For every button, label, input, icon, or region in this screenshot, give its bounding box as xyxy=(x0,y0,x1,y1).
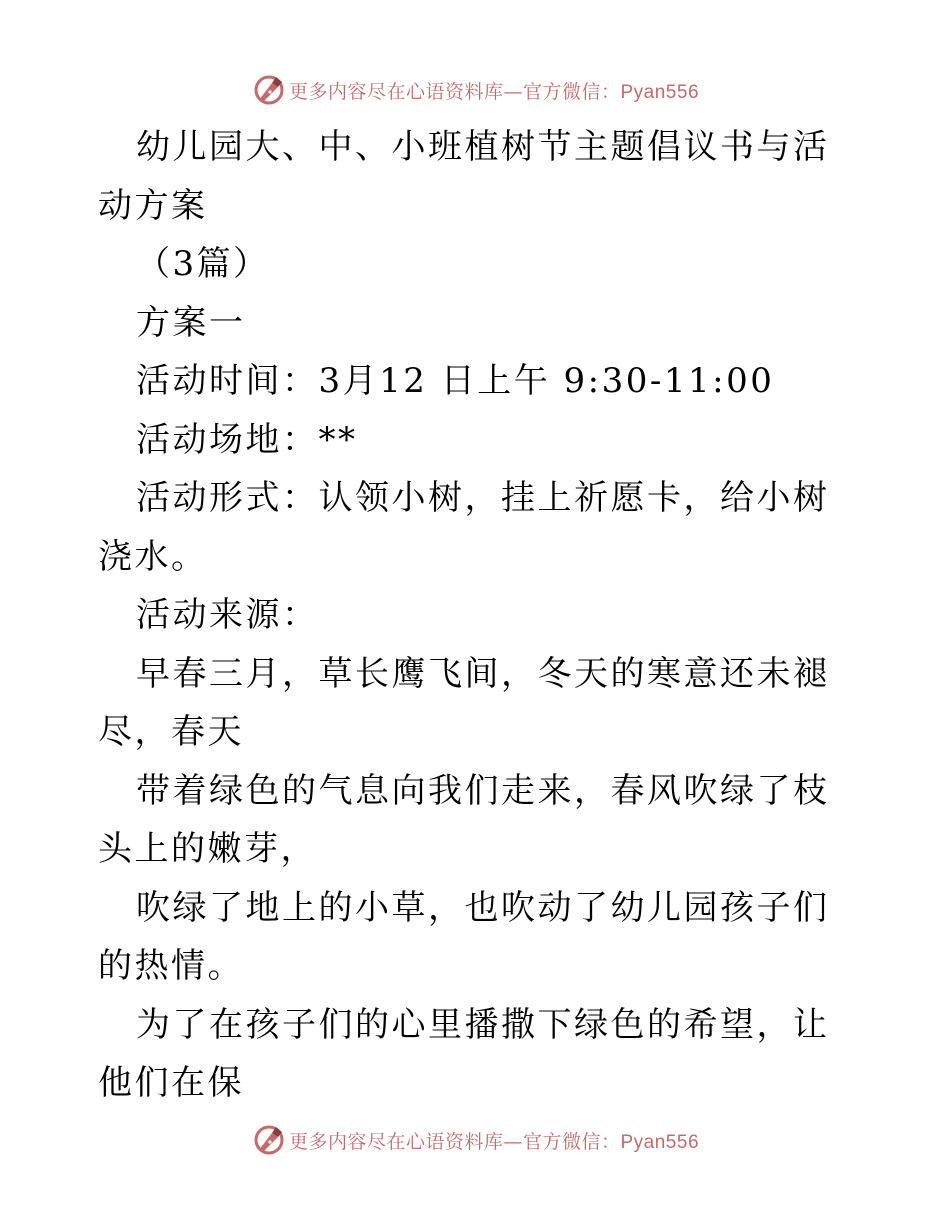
section-heading: 方案一 xyxy=(136,302,246,343)
activity-origin-label: 活动来源： xyxy=(136,595,319,635)
activity-format: 活动形式：认领小树，挂上祈愿卡，给小树浇水。 xyxy=(98,478,830,577)
paragraph-3: 吹绿了地上的小草，也吹动了幼儿园孩子们的热情。 xyxy=(98,887,830,986)
document-title: 幼儿园大、中、小班植树节主题倡议书与活动方案 xyxy=(98,127,830,226)
pen-nib-circle-icon xyxy=(251,72,287,108)
watermark-text: 更多内容尽在心语资料库—官方微信： xyxy=(288,80,621,103)
pen-nib-circle-icon xyxy=(251,1122,287,1158)
paragraph-4: 为了在孩子们的心里播撒下绿色的希望，让他们在保 xyxy=(98,1004,830,1103)
document-subtitle: （3篇） xyxy=(136,244,270,284)
watermark-account: Pyan556 xyxy=(620,81,700,103)
paragraph-2: 带着绿色的气息向我们走来，春风吹绿了枝头上的嫩芽， xyxy=(98,770,830,869)
document-body xyxy=(98,118,858,1113)
activity-time: 活动时间：3月12 日上午 9:30-11:00 xyxy=(136,361,775,401)
watermark-footer xyxy=(0,1120,950,1160)
watermark-account: Pyan556 xyxy=(620,1131,700,1153)
watermark-header xyxy=(0,70,950,110)
watermark-text: 更多内容尽在心语资料库—官方微信： xyxy=(288,1130,621,1153)
paragraph-1: 早春三月，草长鹰飞间，冬天的寒意还未褪尽，春天 xyxy=(98,653,830,752)
activity-venue: 活动场地：** xyxy=(136,419,358,460)
